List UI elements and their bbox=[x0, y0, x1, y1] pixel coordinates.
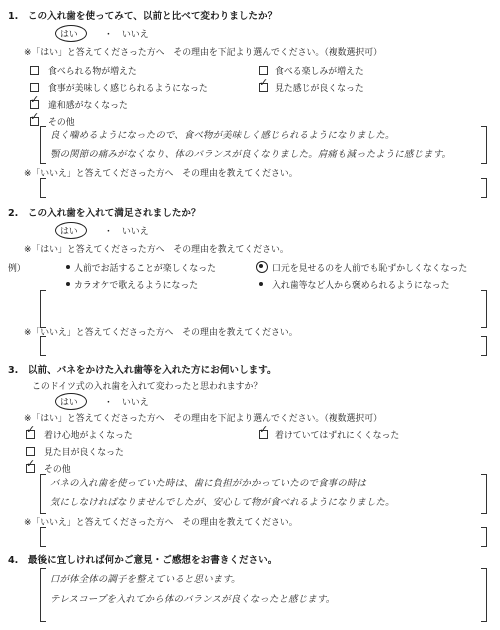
answer-bracket-left-1 bbox=[40, 126, 46, 164]
other-answer-line-3b: 気にしなければなりませんでしたが、安心して物が食べれるようになりました。 bbox=[50, 497, 395, 508]
bullet-dot bbox=[66, 265, 70, 269]
answer-bracket-left-2 bbox=[40, 290, 46, 328]
answer-yes-3[interactable]: はい bbox=[60, 398, 78, 408]
answer-separator-2: ・ bbox=[104, 227, 113, 237]
answer-separator-3: ・ bbox=[104, 398, 113, 408]
bullet-dot bbox=[259, 264, 263, 268]
checkbox-1-4[interactable] bbox=[30, 93, 40, 109]
answer-bracket-right-1 bbox=[481, 126, 487, 164]
check-mark-icon: ✓ bbox=[30, 110, 40, 123]
check-mark-icon: ✓ bbox=[26, 423, 36, 436]
checkbox-1-5[interactable] bbox=[30, 110, 40, 126]
option-label-3-1: 着けていてはずれにくくなった bbox=[275, 431, 400, 441]
other-answer-line-1b: 顎の関節の痛みがなくなり、体のバランスが良くなりました。肩痛も減ったように感じます。 bbox=[50, 149, 452, 160]
answer-bracket-left-4 bbox=[40, 568, 46, 622]
answer-bracket-right-4 bbox=[481, 568, 487, 622]
option-label-3-0: 着け心地がよくなった bbox=[44, 431, 133, 441]
question-3: 3. 以前、バネをかけた入れ歯等を入れた方にお伺いします。 bbox=[8, 365, 277, 376]
no-reason-prompt-2: ※「いいえ」と答えてくださった方へ その理由を教えてください。 bbox=[24, 328, 298, 338]
no-answer-bracket-left-2 bbox=[40, 336, 46, 356]
question-2: 2. この入れ歯を入れて満足されましたか？ bbox=[8, 208, 201, 219]
no-answer-bracket-left-3 bbox=[40, 527, 46, 547]
answer-bracket-right-3 bbox=[481, 474, 487, 514]
example-2: カラオケで歌えるようになった bbox=[74, 281, 199, 291]
bullet-dot bbox=[66, 282, 70, 286]
checkbox-1-2[interactable] bbox=[30, 83, 39, 92]
option-label-1-4: 違和感がなくなった bbox=[48, 101, 128, 111]
checkbox-3-1[interactable] bbox=[259, 423, 269, 439]
checkbox-1-0[interactable] bbox=[30, 66, 39, 75]
check-mark-icon: ✓ bbox=[26, 457, 36, 470]
checkbox-3-3[interactable] bbox=[26, 457, 36, 473]
option-label-3-2: 見た目が良くなった bbox=[44, 448, 124, 458]
option-label-1-1: 食べる楽しみが増えた bbox=[275, 67, 364, 77]
answer-bracket-right-2 bbox=[481, 290, 487, 328]
no-reason-prompt-1: ※「いいえ」と答えてくださった方へ その理由を教えてください。 bbox=[24, 169, 298, 179]
checkbox-1-1[interactable] bbox=[259, 66, 268, 75]
no-answer-bracket-left-1 bbox=[40, 178, 46, 198]
example-3: 入れ歯等など人から褒められるようになった bbox=[272, 281, 450, 291]
checkbox-1-3[interactable] bbox=[259, 76, 269, 92]
answer-no-3[interactable]: いいえ bbox=[122, 398, 149, 408]
option-label-3-3: その他 bbox=[44, 465, 71, 475]
answer-yes-2[interactable]: はい bbox=[60, 227, 78, 237]
other-answer-line-1a: 良く噛めるようになったので、食べ物が美味しく感じられるようになりました。 bbox=[50, 130, 395, 141]
answer-bracket-left-3 bbox=[40, 474, 46, 514]
comment-line-2: テレスコープを入れてから体のバランスが良くなったと感じます。 bbox=[50, 594, 336, 605]
no-answer-bracket-right-2 bbox=[481, 336, 487, 356]
no-answer-bracket-right-1 bbox=[481, 178, 487, 198]
comment-line-1: 口が体全体の調子を整えていると思います。 bbox=[50, 574, 241, 585]
option-label-1-3: 見た感じが良くなった bbox=[275, 84, 364, 94]
no-answer-bracket-right-3 bbox=[481, 527, 487, 547]
other-answer-line-3a: バネの入れ歯を使っていた時は、歯に負担がかかっていたので食事の時は bbox=[50, 478, 366, 489]
checkbox-3-2[interactable] bbox=[26, 447, 35, 456]
example-1: 口元を見せるのを人前でも恥ずかしくなくなった bbox=[272, 264, 468, 274]
yes-reason-prompt-1: ※「はい」と答えてくださった方へ その理由を下記より選んでください。（複数選択可） bbox=[24, 48, 382, 58]
option-label-1-0: 食べられる物が増えた bbox=[48, 67, 137, 77]
question-3-sub: このドイツ式の入れ歯を入れて変わったと思われますか？ bbox=[32, 382, 263, 392]
answer-yes-1[interactable]: はい bbox=[60, 30, 78, 40]
question-4: 4. 最後に宜しければ何かご意見・ご感想をお書きください。 bbox=[8, 555, 278, 566]
option-label-1-2: 食事が美味しく感じられるようになった bbox=[48, 84, 208, 94]
yes-reason-prompt-2: ※「はい」と答えてくださった方へ その理由を教えてください。 bbox=[24, 245, 289, 255]
example-label: 例） bbox=[8, 264, 26, 274]
example-0: 人前でお話することが楽しくなった bbox=[74, 264, 216, 274]
yes-reason-prompt-3: ※「はい」と答えてくださった方へ その理由を下記より選んでください。（複数選択可） bbox=[24, 414, 382, 424]
check-mark-icon: ✓ bbox=[259, 76, 269, 89]
answer-no-2[interactable]: いいえ bbox=[122, 227, 149, 237]
check-mark-icon: ✓ bbox=[30, 93, 40, 106]
no-reason-prompt-3: ※「いいえ」と答えてくださった方へ その理由を教えてください。 bbox=[24, 518, 298, 528]
checkbox-3-0[interactable] bbox=[26, 423, 36, 439]
question-1: 1. この入れ歯を使ってみて、以前と比べて変わりましたか？ bbox=[8, 11, 278, 22]
bullet-dot bbox=[259, 282, 263, 286]
check-mark-icon: ✓ bbox=[259, 423, 269, 436]
option-label-1-5: その他 bbox=[48, 118, 75, 128]
answer-separator-1: ・ bbox=[104, 30, 113, 40]
answer-no-1[interactable]: いいえ bbox=[122, 30, 149, 40]
